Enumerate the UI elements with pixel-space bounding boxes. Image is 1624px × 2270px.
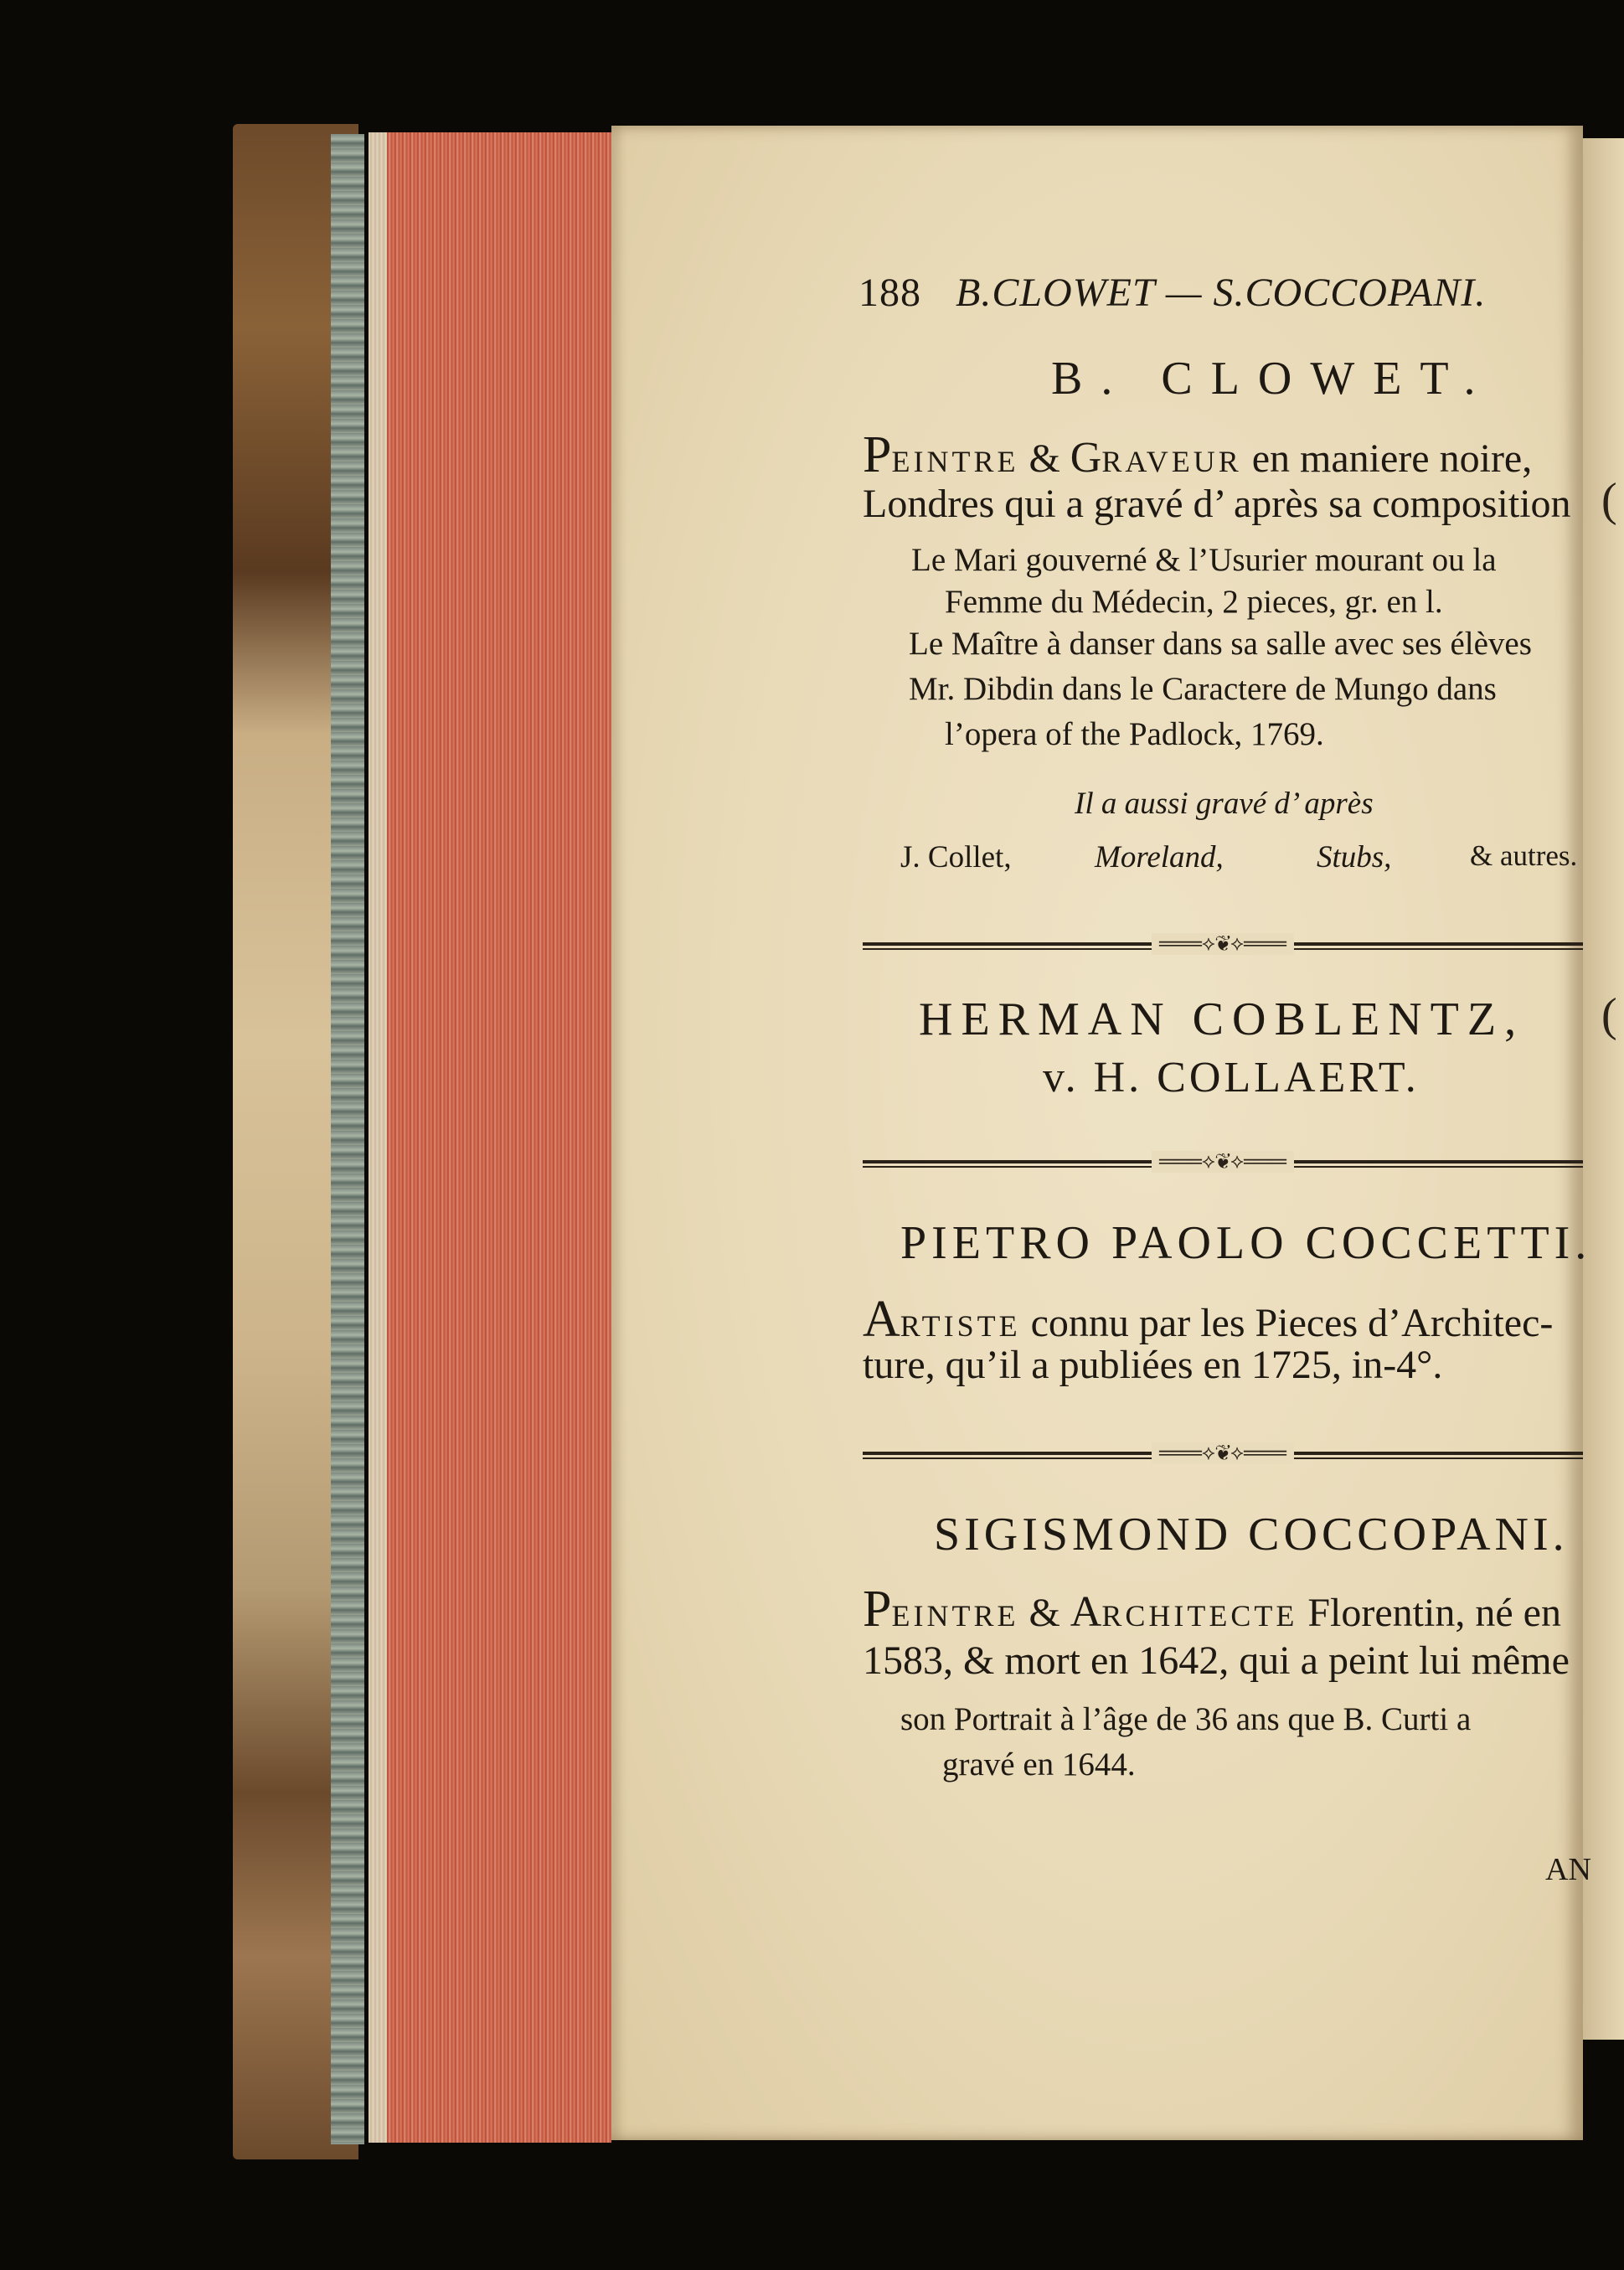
coccetti-line-2: ture, qu’il a publiées en 1725, in-4°.	[863, 1343, 1443, 1387]
coccopani-line-3: son Portrait à l’âge de 36 ans que B. Curti a	[900, 1701, 1472, 1737]
coccetti-line-1: ARTISTE connu par les Pieces d’Architec-	[863, 1291, 1554, 1348]
page-number: 188	[858, 271, 921, 315]
catchword: AN	[1545, 1852, 1591, 1887]
entry-title-coblentz: HERMAN COBLENTZ,	[919, 993, 1525, 1045]
clowet-work-3: Le Maître à danser dans sa salle avec ses élèves	[909, 626, 1532, 662]
entry-title-coccetti: PIETRO PAOLO COCCETTI.	[900, 1217, 1592, 1269]
also-engraved-after: Il a aussi gravé d’ après	[1075, 787, 1374, 821]
after-artist-autres: & autres.	[1470, 839, 1578, 872]
facing-page-glyph-1: (	[1601, 474, 1617, 526]
facing-page-edge	[1583, 138, 1624, 2040]
clowet-intro-line-1: PEINTRE & GRAVEUR en maniere noire,	[863, 426, 1533, 483]
ornamental-rule-2: ═══⟡❦⟡═══	[863, 1154, 1583, 1171]
coccopani-line-1: PEINTRE & ARCHITECTE Florentin, né en	[863, 1581, 1561, 1638]
ornamental-rule-3: ═══⟡❦⟡═══	[863, 1446, 1583, 1463]
coblentz-see-also: v. H. COLLAERT.	[1043, 1054, 1420, 1101]
clowet-work-1: Le Mari gouverné & l’Usurier mourant ou la	[911, 542, 1497, 578]
coccopani-line-4: gravé en 1644.	[942, 1746, 1136, 1782]
clowet-work-5: l’opera of the Padlock, 1769.	[945, 716, 1324, 752]
clowet-intro-line-2: Londres qui a gravé d’ après sa composition	[863, 482, 1571, 526]
clowet-work-4: Mr. Dibdin dans le Caractere de Mungo dans	[909, 671, 1497, 707]
facing-page-glyph-2: (	[1601, 989, 1617, 1041]
running-title: B.CLOWET — S.COCCOPANI.	[956, 271, 1487, 315]
clowet-work-2: Femme du Médecin, 2 pieces, gr. en l.	[945, 584, 1443, 620]
after-artist-stubs: Stubs,	[1317, 840, 1392, 874]
marbled-endpaper	[331, 134, 364, 2144]
entry-title-clowet: B. CLOWET.	[1051, 353, 1494, 405]
running-header	[858, 270, 1486, 316]
after-artist-moreland: Moreland,	[1095, 840, 1224, 874]
after-artist-collet: J. Collet,	[900, 840, 1012, 874]
ornamental-rule-1: ═══⟡❦⟡═══	[863, 936, 1583, 953]
red-fore-edge	[369, 132, 611, 2143]
page-edge-strip	[369, 132, 387, 2143]
coccopani-line-2: 1583, & mort en 1642, qui a peint lui même	[863, 1638, 1570, 1683]
entry-title-coccopani: SIGISMOND COCCOPANI.	[934, 1509, 1569, 1561]
